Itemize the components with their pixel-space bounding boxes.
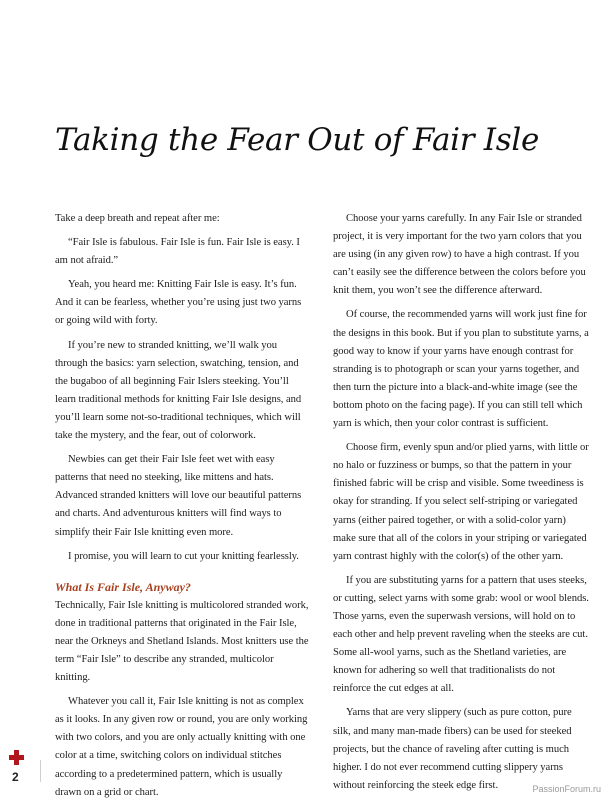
paragraph: If you are substituting yarns for a pattern that uses steeks, or cutting, select yarns with some grab: wool or wool blends. Those yarns, even the superwash versions, will hold on to each other and help prevent raveling when the steeks are cut. Some all-wool yarns, such as the Shetland varieties, are known for adhering so well that traditionalists do not reinforce the cut edges at all. xyxy=(333,574,589,695)
page-number: 2 xyxy=(12,770,19,784)
paragraph: Technically, Fair Isle knitting is multicolored stranded work, done in traditional patterns that originated in the Fair Isle, near the Orkneys and Shetland Islands. Most knitters use the term “Fair Isle” to describe any stranded, multicolor knitting. xyxy=(55,599,309,684)
paragraph: Choose your yarns carefully. In any Fair Isle or stranded project, it is very important for the two yarn colors that you are using (in any given row) to have a high contrast. If you can’t easily see the difference between the colors before you knit them, you won’t see the difference afterward. xyxy=(333,213,586,297)
paragraph: “Fair Isle is fabulous. Fair Isle is fun. Fair Isle is easy. I am not afraid.” xyxy=(55,237,300,267)
cross-icon xyxy=(9,750,24,765)
paragraph: If you’re new to stranded knitting, we’ll walk you through the basics: yarn selection, swatching, tension, and the bugaboo of all beginning Fair Islers steeking. You’ll learn traditional methods for knitting Fair Isle designs, and you’ll learn some not-so-traditional techniques, which will take the mystery, and the fear, out of colorwork. xyxy=(55,339,302,442)
page-title: Taking the Fear Out of Fair Isle xyxy=(55,122,540,158)
paragraph: I promise, you will learn to cut your knitting fearlessly. xyxy=(68,550,299,562)
footer-divider xyxy=(40,760,41,782)
watermark: PassionForum.ru xyxy=(532,784,601,794)
paragraph: Yarns that are very slippery (such as pure cotton, pure silk, and many man-made fibers) can be used for steeked projects, but the chance of raveling after cutting is much higher. I do not ever recommend cutting slippery yarns without reinforcing the steek edge first. xyxy=(333,707,572,791)
section-heading: What Is Fair Isle, Anyway? xyxy=(55,579,191,594)
paragraph: Yeah, you heard me: Knitting Fair Isle is easy. It’s fun. And it can be fearless, whether you’re using just two yarns or going wild with forty. xyxy=(55,279,302,327)
paragraph: Choose firm, evenly spun and/or plied yarns, with little or no halo or fuzziness or bumps, so that the pattern in your finished fabric will be crisp and visible. Some tweediness is okay for stranding. If you select self-striping or variegated yarns (either paired together, or with a solid-color yarn) make sure that all of the colors in your striping or variegated yarn contrast highly with the color(s) of the other yarn. xyxy=(333,442,589,562)
left-column xyxy=(55,210,309,808)
paragraph: Take a deep breath and repeat after me: xyxy=(55,213,220,224)
paragraph: Of course, the recommended yarns will work just fine for the designs in this book. But if you plan to substitute yarns, a good way to know if your yarns have enough contrast for stranding is to photograph or scan your yarns together, and then turn the picture into a black-and-white image (see the bottom photo on the facing page). If you can still tell which yarn is which, then your color contrast is sufficient. xyxy=(333,309,589,430)
paragraph: Whatever you call it, Fair Isle knitting is not as complex as it looks. In any given row or round, you are only working with two colors, and you are only actually knitting with one color at a time, switching colors on individual stitches according to a predetermined pattern, which is usually drawn on a grid or chart. xyxy=(55,696,308,798)
right-column xyxy=(333,210,589,795)
paragraph: Newbies can get their Fair Isle feet wet with easy patterns that need no steeking, like mittens and hats. Advanced stranded knitters will love our beautiful patterns and charts. And adventurous knitters will find ways to simplify their Fair Isle knitting even more. xyxy=(55,454,302,538)
